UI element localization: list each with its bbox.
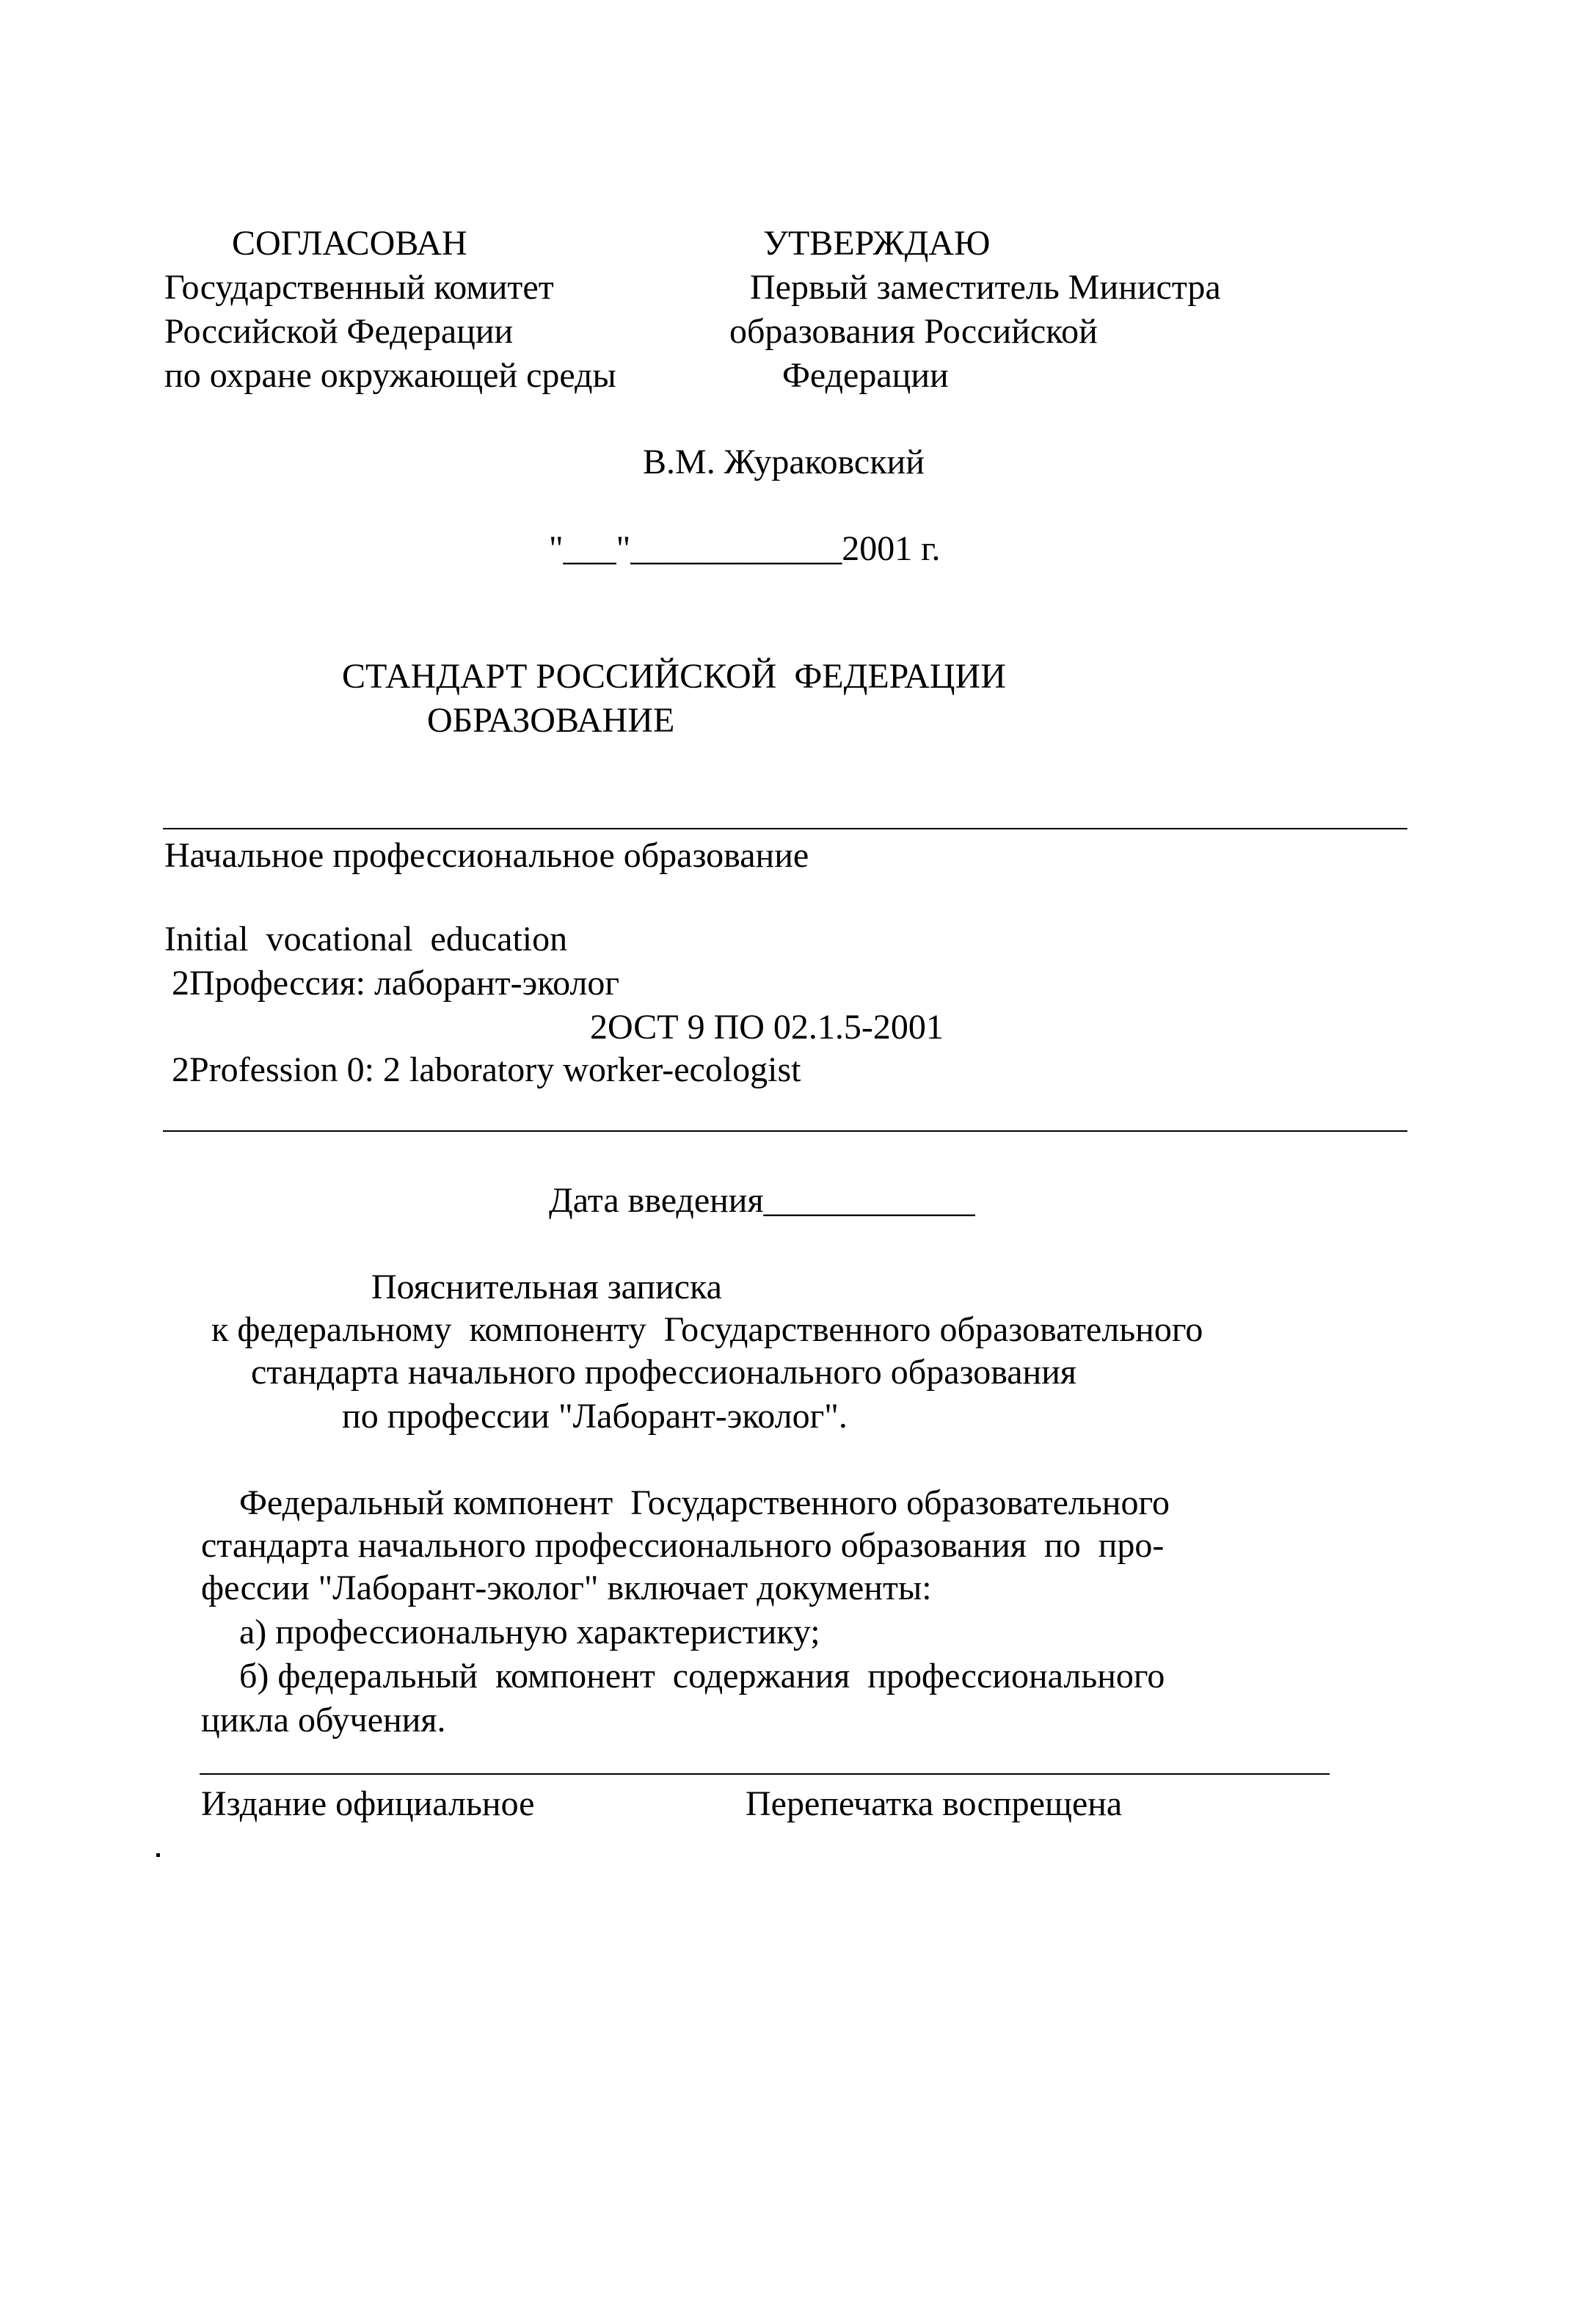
standard-code: 2ОСТ 9 ПО 02.1.5-2001 (590, 1008, 944, 1047)
education-level-en: Initial vocational education (164, 920, 568, 959)
body-line-3: фессии "Лаборант-эколог" включает документы: (201, 1568, 932, 1607)
body-line-1: Федеральный компонент Государственного образовательного (239, 1483, 1170, 1522)
body-line-2: стандарта начального профессионального образования по про- (201, 1526, 1165, 1565)
approval-date: "___"____________2001 г. (549, 529, 941, 568)
note-title-line-4: по профессии "Лаборант-эколог". (342, 1397, 848, 1436)
standard-title-line-2: ОБРАЗОВАНИЕ (427, 701, 675, 740)
body-line-4: а) профессиональную характеристику; (239, 1613, 820, 1651)
intro-date: Дата введения____________ (549, 1181, 975, 1220)
bottom-rule (163, 1130, 1407, 1132)
left-line-2: Российской Федерации (164, 312, 514, 351)
standard-title-line-1: СТАНДАРТ РОССИЙСКОЙ ФЕДЕРАЦИИ (342, 657, 1006, 696)
left-heading: СОГЛАСОВАН (232, 224, 467, 263)
right-line-3: Федерации (782, 356, 949, 395)
body-line-6: цикла обучения. (201, 1701, 446, 1740)
note-title-line-1: Пояснительная записка (371, 1268, 722, 1306)
right-heading: УТВЕРЖДАЮ (763, 224, 991, 263)
note-title-line-3: стандарта начального профессионального образования (251, 1353, 1076, 1392)
left-line-3: по охране окружающей среды (164, 356, 616, 395)
note-title-line-2: к федеральному компоненту Государственного образовательного (211, 1310, 1203, 1349)
signatory-name: В.М. Жураковский (643, 443, 925, 481)
footer-official-edition: Издание официальное (201, 1784, 535, 1823)
stray-dot (156, 1853, 160, 1857)
profession-en: 2Profession 0: 2 laboratory worker-ecologist (172, 1050, 801, 1089)
top-rule (163, 828, 1407, 829)
footer-rule (200, 1773, 1330, 1775)
body-line-5: б) федеральный компонент содержания профессионального (239, 1657, 1165, 1695)
education-level-ru: Начальное профессиональное образование (164, 836, 809, 875)
footer-reprint-prohibited: Перепечатка воспрещена (746, 1784, 1123, 1823)
right-line-2: образования Российской (729, 312, 1098, 351)
left-line-1: Государственный комитет (164, 268, 554, 307)
profession-ru: 2Профессия: лаборант-эколог (172, 964, 620, 1003)
right-line-1: Первый заместитель Министра (750, 268, 1221, 307)
